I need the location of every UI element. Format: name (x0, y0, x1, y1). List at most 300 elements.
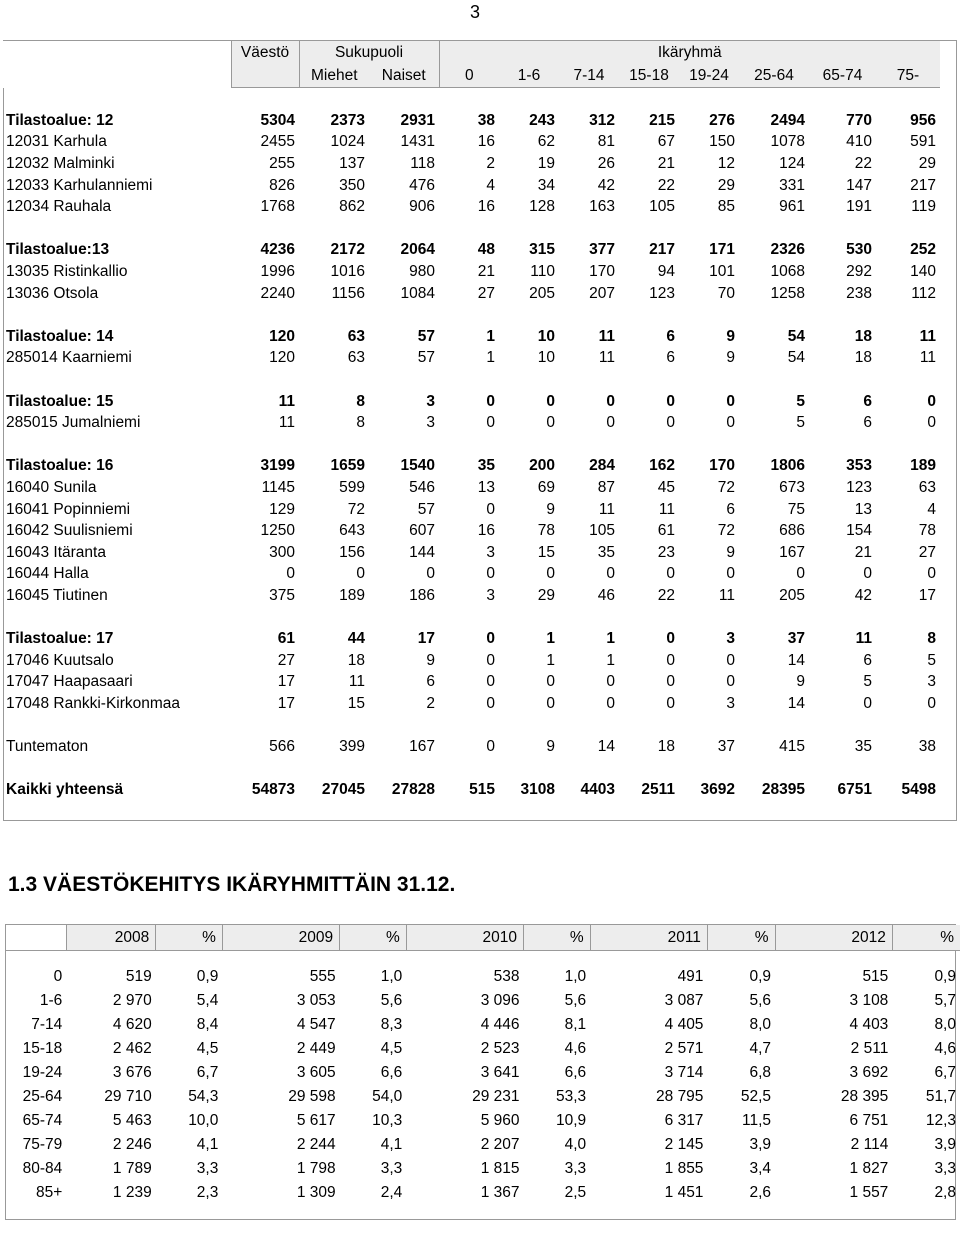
table-cell: 10 (537, 349, 555, 367)
table-cell: 11 (598, 500, 615, 518)
table-cell: 0 (666, 651, 675, 669)
table-cell: 476 (409, 176, 435, 194)
table-cell: 956 (910, 111, 936, 129)
row-label: 12034 Rauhala (6, 198, 112, 216)
table-cell: 1,0 (564, 968, 587, 985)
table-cell: 2,8 (934, 1184, 956, 1201)
table-cell: 54,3 (188, 1088, 219, 1105)
table-cell: 0 (863, 694, 872, 712)
table-cell: 11,5 (742, 1112, 772, 1129)
table-cell: 1 (486, 349, 495, 367)
table-cell: 27 (918, 543, 936, 561)
table-row (6, 1085, 960, 1109)
table-cell: 673 (779, 478, 805, 496)
table-cell: 0 (546, 694, 555, 712)
table-cell: 515 (862, 968, 889, 985)
table-cell: 276 (709, 111, 735, 129)
table-cell: 826 (269, 176, 295, 194)
table-cell: 52,5 (740, 1088, 772, 1105)
table-cell: 2,6 (749, 1184, 772, 1201)
table-cell: 54 (787, 327, 805, 345)
table-cell: 2064 (400, 241, 435, 259)
row-label: 16043 Itäranta (6, 543, 106, 561)
table-cell: 530 (846, 241, 872, 259)
row-label: 16041 Popinniemi (6, 500, 131, 518)
table-cell: 0 (606, 392, 615, 410)
table-cell: 961 (779, 198, 805, 216)
table-row (3, 174, 940, 196)
table-cell: 9 (546, 738, 555, 756)
row-label: 17046 Kuutsalo (6, 651, 114, 669)
table-row (6, 1013, 960, 1037)
table-cell: 14 (597, 738, 615, 756)
table-cell: 191 (846, 198, 872, 216)
table-cell: 215 (649, 111, 675, 129)
table-cell: 120 (269, 327, 295, 345)
table-cell: 3,3 (380, 1160, 403, 1177)
age-group-label: 15-18 (22, 1040, 63, 1057)
column-header: 2012 (775, 925, 892, 951)
table-cell: 154 (846, 522, 872, 540)
page-number: 3 (470, 2, 481, 22)
table-cell: 6,6 (380, 1064, 403, 1081)
table-cell: 8,0 (934, 1016, 956, 1033)
table-cell: 17 (277, 694, 295, 712)
table-cell: 21 (657, 155, 675, 173)
table-cell: 770 (846, 111, 872, 129)
table-cell: 9 (726, 327, 735, 345)
table-cell: 2 246 (112, 1136, 152, 1153)
row-label: Tuntematon (6, 738, 89, 756)
table-cell: 0 (726, 392, 735, 410)
table-cell: 16 (477, 198, 495, 216)
table-cell: 13 (477, 478, 495, 496)
table-cell: 5 (796, 392, 805, 410)
column-header: % (524, 925, 591, 951)
table-cell: 186 (409, 586, 435, 604)
table-cell: 331 (779, 176, 805, 194)
population-by-area-table (3, 41, 940, 813)
table-row (3, 477, 940, 499)
table-cell: 27828 (391, 781, 435, 799)
table-cell: 28 795 (656, 1088, 704, 1105)
table-row (3, 649, 940, 671)
table-cell: 3,3 (934, 1160, 956, 1177)
table-cell: 252 (910, 241, 936, 259)
table-row (3, 196, 940, 218)
table-cell: 1996 (260, 263, 295, 281)
table-cell: 147 (846, 176, 872, 194)
table-cell: 61 (657, 522, 675, 540)
table-cell: 189 (339, 586, 365, 604)
table-cell: 170 (589, 263, 615, 281)
table-cell: 6,7 (196, 1064, 219, 1081)
table-cell: 205 (529, 284, 555, 302)
table-cell: 120 (269, 349, 295, 367)
table-cell: 4 403 (849, 1016, 889, 1033)
table-cell: 67 (657, 133, 675, 151)
row-label: Tilastoalue: 16 (6, 457, 114, 475)
row-label: Tilastoalue:13 (6, 241, 110, 259)
table-cell: 2 244 (296, 1136, 336, 1153)
table-cell: 607 (409, 522, 435, 540)
table-cell: 0 (606, 673, 615, 691)
table-cell: 28395 (761, 781, 805, 799)
table-cell: 3108 (520, 781, 555, 799)
table-cell: 123 (846, 478, 872, 496)
table-cell: 1 789 (112, 1160, 152, 1177)
column-header: 75- (876, 64, 940, 88)
table-cell: 22 (657, 586, 675, 604)
table-cell: 5304 (260, 111, 295, 129)
table-cell: 255 (269, 155, 295, 173)
table-cell: 599 (339, 478, 365, 496)
table-cell: 980 (409, 263, 435, 281)
table-cell: 11 (598, 349, 615, 367)
table-cell: 0,9 (934, 968, 956, 985)
table-row (6, 1061, 960, 1085)
table-cell: 3 714 (664, 1064, 704, 1081)
table-cell: 5 (863, 673, 872, 691)
table-cell: 3 (426, 414, 435, 432)
table-cell: 8,0 (749, 1016, 772, 1033)
table-cell: 5 (796, 414, 805, 432)
table-cell: 300 (269, 543, 295, 561)
table-row (3, 282, 940, 304)
table-row (6, 989, 960, 1013)
table-cell: 217 (910, 176, 936, 194)
table-cell: 0 (606, 694, 615, 712)
table-cell: 3 641 (480, 1064, 520, 1081)
table-cell: 3,3 (564, 1160, 587, 1177)
table-row (6, 1181, 960, 1205)
table-cell: 2,5 (564, 1184, 587, 1201)
table-cell: 2 511 (850, 1040, 889, 1057)
table-cell: 69 (537, 478, 555, 496)
table-cell: 3 692 (849, 1064, 889, 1081)
table-cell: 8 (927, 630, 936, 648)
table-cell: 1 (486, 327, 495, 345)
table-cell: 29 (717, 176, 735, 194)
table-cell: 1659 (330, 457, 365, 475)
table-cell: 12,3 (925, 1112, 956, 1129)
table-cell: 6751 (837, 781, 872, 799)
table-cell: 0 (486, 392, 495, 410)
table-cell: 2511 (641, 781, 675, 799)
column-header: % (892, 925, 960, 951)
column-header: 7-14 (559, 64, 619, 88)
table-cell: 28 395 (840, 1088, 889, 1105)
table-row (3, 455, 940, 477)
row-label: 12031 Karhula (6, 133, 107, 151)
table-cell: 519 (125, 968, 152, 985)
table-cell: 5 617 (296, 1112, 336, 1129)
table-cell: 0 (666, 392, 675, 410)
table-cell: 18 (854, 327, 872, 345)
table-cell: 6 (863, 414, 872, 432)
table-cell: 3 (426, 392, 435, 410)
table-cell: 8 (356, 414, 365, 432)
table-cell: 45 (657, 478, 675, 496)
table-row (3, 239, 940, 261)
table-cell: 63 (347, 349, 365, 367)
table-cell: 128 (529, 198, 555, 216)
row-label: Tilastoalue: 15 (6, 392, 114, 410)
table-cell: 11 (278, 392, 295, 410)
table-cell: 312 (589, 111, 615, 129)
column-header: Miehet (299, 64, 369, 88)
table-cell: 2 207 (480, 1136, 520, 1153)
table-cell: 42 (854, 586, 872, 604)
table-cell: 35 (854, 738, 872, 756)
table-cell: 0 (486, 500, 495, 518)
table-cell: 2455 (260, 133, 295, 151)
table-cell: 22 (854, 155, 872, 173)
age-group-label: 0 (53, 968, 63, 985)
table-cell: 6,6 (564, 1064, 587, 1081)
table-cell: 1084 (400, 284, 435, 302)
table-cell: 1 (546, 630, 555, 648)
row-label: Tilastoalue: 17 (6, 630, 114, 648)
table-cell: 5 960 (480, 1112, 520, 1129)
row-label: Tilastoalue: 14 (6, 327, 114, 345)
table-row (3, 347, 940, 369)
table-cell: 10,9 (556, 1112, 587, 1129)
column-header: % (340, 925, 407, 951)
table-cell: 415 (779, 738, 805, 756)
table-cell: 54873 (251, 781, 295, 799)
table-cell: 1 (606, 630, 615, 648)
table-cell: 11 (855, 630, 872, 648)
table-cell: 538 (493, 968, 520, 985)
table-cell: 1 (546, 651, 555, 669)
table-cell: 171 (709, 241, 735, 259)
table-cell: 3 (486, 543, 495, 561)
table-row (3, 628, 940, 650)
table-cell: 140 (910, 263, 936, 281)
row-label: Tilastoalue: 12 (6, 111, 114, 129)
table-cell: 377 (589, 241, 615, 259)
table-cell: 72 (347, 500, 365, 518)
row-label: 285014 Kaarniemi (6, 349, 132, 367)
table-cell: 35 (597, 543, 615, 561)
table-cell: 2373 (330, 111, 365, 129)
table-cell: 78 (918, 522, 936, 540)
table-cell: 8 (356, 392, 365, 410)
table-cell: 6 (666, 327, 675, 345)
table-cell: 15 (347, 694, 365, 712)
table-cell: 5 (927, 651, 936, 669)
table-cell: 16 (477, 522, 495, 540)
table-cell: 4 547 (296, 1016, 336, 1033)
table-cell: 3692 (700, 781, 735, 799)
table-cell: 0 (927, 694, 936, 712)
table-cell: 101 (709, 263, 735, 281)
column-header: 15-18 (619, 64, 679, 88)
table-cell: 29 231 (472, 1088, 520, 1105)
table-cell: 906 (409, 198, 435, 216)
table-row (3, 110, 940, 132)
column-header: 2009 (222, 925, 339, 951)
table-cell: 0 (666, 565, 675, 583)
header-vaesto: Väestö (231, 41, 299, 64)
table-cell: 0 (726, 673, 735, 691)
table-cell: 0 (726, 414, 735, 432)
age-group-label: 80-84 (22, 1160, 63, 1177)
table-row (3, 261, 940, 283)
table-cell: 353 (846, 457, 872, 475)
table-cell: 4403 (580, 781, 615, 799)
table-cell: 137 (339, 155, 365, 173)
table-row (3, 563, 940, 585)
table-cell: 5,6 (380, 992, 403, 1009)
table-cell: 4 446 (480, 1016, 520, 1033)
table-cell: 144 (409, 543, 435, 561)
table-cell: 3 (726, 630, 735, 648)
table-cell: 13 (854, 500, 872, 518)
table-cell: 0 (863, 565, 872, 583)
table-cell: 8,1 (564, 1016, 587, 1033)
table-cell: 4,6 (564, 1040, 587, 1057)
table-cell: 29 598 (288, 1088, 336, 1105)
table-row (6, 1133, 960, 1157)
table-cell: 87 (597, 478, 615, 496)
section-heading: 1.3 VÄESTÖKEHITYS IKÄRYHMITTÄIN 31.12. (8, 873, 456, 896)
table-cell: 0 (426, 565, 435, 583)
table-cell: 57 (417, 327, 435, 345)
age-group-label: 1-6 (39, 992, 63, 1009)
table-cell: 8,3 (380, 1016, 403, 1033)
row-label: 16044 Halla (6, 565, 89, 583)
row-label: Kaikki yhteensä (6, 781, 124, 799)
column-header: % (707, 925, 775, 951)
table-cell: 10 (537, 327, 555, 345)
table-cell: 3 108 (849, 992, 889, 1009)
table-cell: 94 (657, 263, 675, 281)
table-cell: 4 620 (112, 1016, 152, 1033)
table-cell: 1 815 (480, 1160, 520, 1177)
table-cell: 1 451 (664, 1184, 704, 1201)
table-cell: 27 (477, 284, 495, 302)
table-cell: 399 (339, 738, 365, 756)
table-cell: 1145 (261, 478, 295, 496)
table-cell: 4,6 (934, 1040, 956, 1057)
table-cell: 0 (927, 565, 936, 583)
table-row (3, 779, 940, 801)
table-cell: 4,7 (749, 1040, 772, 1057)
table-cell: 0 (606, 414, 615, 432)
table-cell: 1431 (400, 133, 435, 151)
table-cell: 54,0 (372, 1088, 403, 1105)
column-header: 0 (439, 64, 499, 88)
table-cell: 1 557 (849, 1184, 889, 1201)
row-label: 17048 Rankki-Kirkonmaa (6, 694, 181, 712)
table-cell: 0 (486, 738, 495, 756)
table-cell: 22 (657, 176, 675, 194)
table-cell: 118 (410, 155, 435, 173)
table-cell: 3199 (260, 457, 295, 475)
table-cell: 0 (606, 565, 615, 583)
table-cell: 167 (409, 738, 435, 756)
table-cell: 0,9 (749, 968, 772, 985)
table-cell: 5,4 (196, 992, 219, 1009)
table-cell: 37 (787, 630, 805, 648)
table-cell: 81 (597, 133, 615, 151)
table-cell: 11 (278, 414, 295, 432)
table-cell: 38 (477, 111, 495, 129)
table-cell: 2 449 (296, 1040, 336, 1057)
table-cell: 0 (726, 651, 735, 669)
table-cell: 5498 (901, 781, 936, 799)
table-cell: 4,1 (380, 1136, 403, 1153)
age-group-label: 85+ (36, 1184, 63, 1201)
header-sukupuoli: Sukupuoli (299, 41, 439, 64)
table-cell: 1768 (260, 198, 295, 216)
table-cell: 0 (546, 414, 555, 432)
table-cell: 1156 (331, 284, 365, 302)
table-cell: 6 (666, 349, 675, 367)
table-cell: 515 (469, 781, 495, 799)
age-group-label: 65-74 (22, 1112, 63, 1129)
table-row (3, 498, 940, 520)
table-cell: 4 (486, 176, 495, 194)
table-cell: 0 (286, 565, 295, 583)
table-row (3, 153, 940, 175)
table-cell: 0 (546, 392, 555, 410)
table-cell: 686 (779, 522, 805, 540)
table-cell: 4 (927, 500, 936, 518)
table-cell: 11 (348, 673, 365, 691)
table-cell: 3 (486, 586, 495, 604)
table-cell: 6 317 (664, 1112, 704, 1129)
table-cell: 9 (726, 349, 735, 367)
table-cell: 163 (589, 198, 615, 216)
table-row (3, 412, 940, 434)
table-row (6, 1037, 960, 1061)
table-cell: 2 523 (480, 1040, 520, 1057)
table-cell: 19 (537, 155, 555, 173)
table-cell: 4,1 (196, 1136, 219, 1153)
age-group-label: 19-24 (22, 1064, 63, 1081)
table-cell: 0 (486, 673, 495, 691)
table-cell: 2931 (400, 111, 435, 129)
table-cell: 21 (477, 263, 495, 281)
table-cell: 591 (910, 133, 936, 151)
table-cell: 10,3 (372, 1112, 403, 1129)
table-cell: 156 (339, 543, 365, 561)
table-cell: 2 (426, 694, 435, 712)
table-cell: 9 (426, 651, 435, 669)
table-cell: 2172 (330, 241, 365, 259)
table-cell: 14 (787, 694, 805, 712)
column-header: 25-64 (739, 64, 809, 88)
table-cell: 555 (309, 968, 336, 985)
table-cell: 1068 (770, 263, 805, 281)
table-cell: 2 (486, 155, 495, 173)
table-cell: 29 (537, 586, 555, 604)
table-cell: 110 (530, 263, 555, 281)
table-cell: 2,3 (196, 1184, 219, 1201)
table-cell: 3,3 (196, 1160, 219, 1177)
table-cell: 292 (846, 263, 872, 281)
table-cell: 0 (796, 565, 805, 583)
table-cell: 6,8 (749, 1064, 772, 1081)
table-cell: 35 (477, 457, 495, 475)
table-cell: 0 (546, 673, 555, 691)
table-cell: 10,0 (188, 1112, 219, 1129)
row-label: 285015 Jumalniemi (6, 414, 141, 432)
column-header: 2011 (590, 925, 707, 951)
